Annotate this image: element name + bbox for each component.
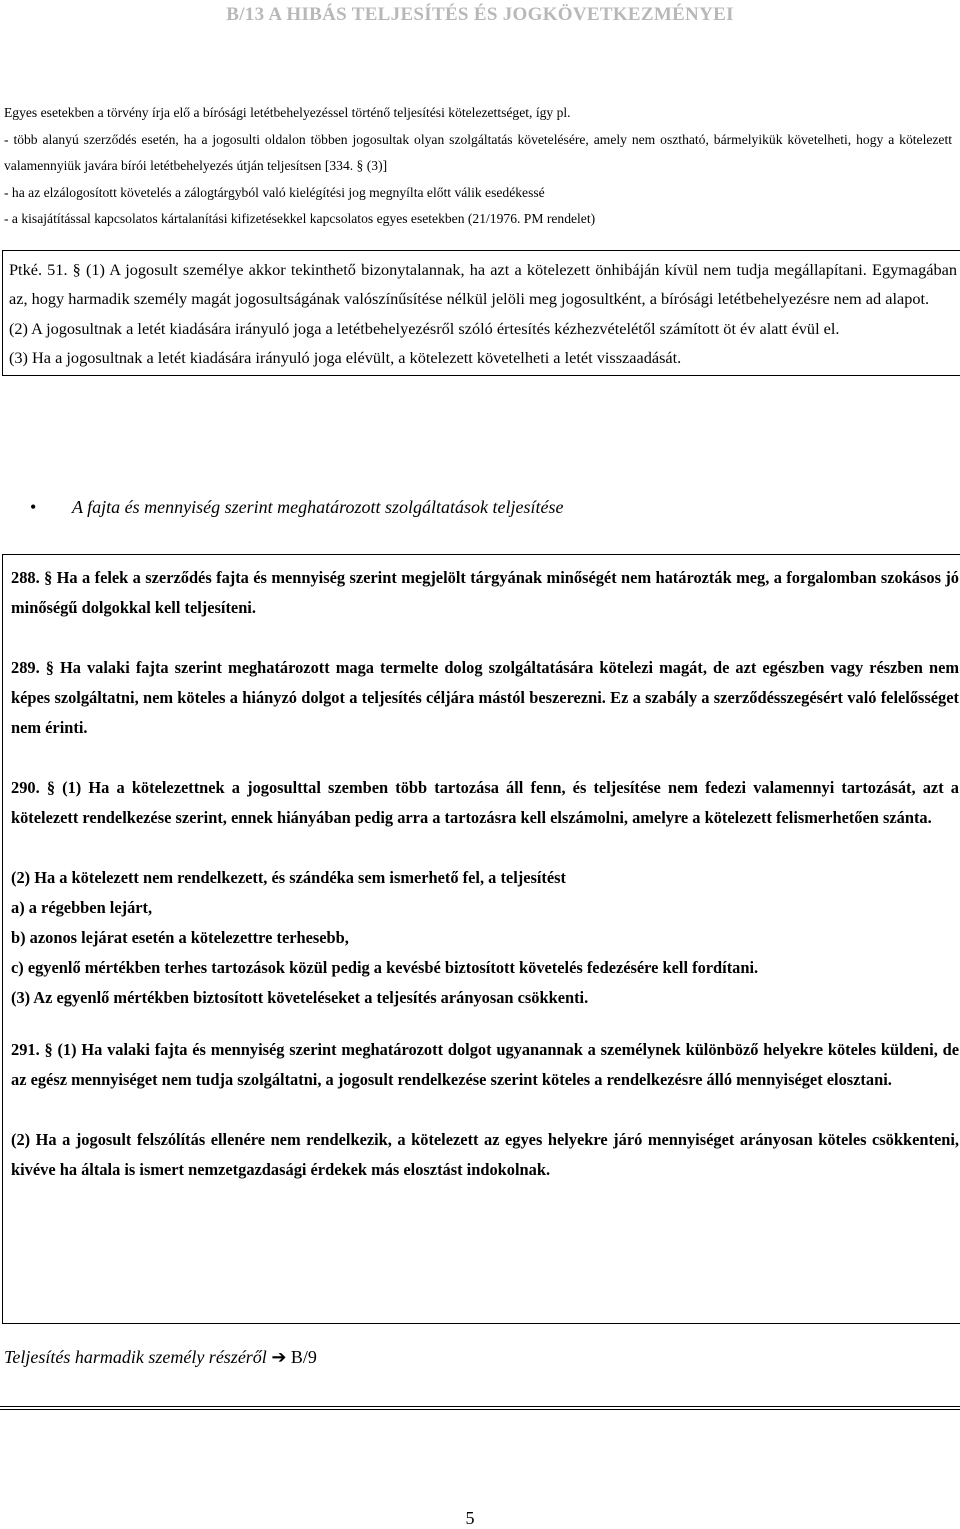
page-header: B/13 A HIBÁS TELJESÍTÉS ÉS JOGKÖVETKEZMÉNYEI xyxy=(226,4,734,25)
divider xyxy=(0,1406,960,1407)
arrow-right-icon: ➔ xyxy=(271,1347,287,1367)
divider xyxy=(0,1409,960,1410)
section-289: 289. § Ha valaki fajta szerint meghatározott maga termelte dolog szolgáltatására kötelezi magát, de azt egészben vagy részben nem képes szolgáltatni, nem köteles a hiányzó dolgot a teljesítés céljára mástól beszerezni. Ez a szabály a szerződésszegésért való felelősséget nem érinti. xyxy=(11,658,959,737)
section-290-2: (2) Ha a kötelezett nem rendelkezett, és szándéka sem ismerhető fel, a teljesítést xyxy=(11,868,566,887)
section-290-2c: c) egyenlő mértékben terhes tartozások közül pedig a kevésbé biztosított követelés fedezésére kell fordítani. xyxy=(11,958,759,977)
section-291-1: 291. § (1) Ha valaki fajta és mennyiség szerint meghatározott dolgot ugyanannak a személynek különböző helyekre köteles küldeni, de az egész mennyiséget nem tudja szolgáltatni, a jogosult rendelkezése szerint köteles a rendelkezésre álló mennyiséget elosztani. xyxy=(11,1040,959,1089)
section-291-2: (2) Ha a jogosult felszólítás ellenére nem rendelkezik, a kötelezett az egyes helyekre járó mennyiséget arányosan köteles csökkenteni, kivéve ha általa is ismert nemzetgazdasági érdekek más elosztást indokolnak. xyxy=(11,1130,959,1179)
section-288: 288. § Ha a felek a szerződés fajta és mennyiség szerint megjelölt tárgyának minőségét nem határozták meg, a forgalomban szokásos jó minőségű dolgokkal kell teljesíteni. xyxy=(11,568,959,617)
section-heading xyxy=(30,497,563,518)
ptke-paragraph-3: (3) Ha a jogosultnak a letét kiadására irányuló joga elévült, a kötelezett követelheti a letét visszaadását. xyxy=(9,347,682,367)
section-290-2b: b) azonos lejárat esetén a kötelezettre terhesebb, xyxy=(11,928,349,947)
section-290-3: (3) Az egyenlő mértékben biztosított követeléseket a teljesítés arányosan csökkenti. xyxy=(11,988,589,1007)
cross-reference xyxy=(4,1347,317,1368)
intro-line: - ha az elzálogosított követelés a zálogtárgyból való kielégítési jog megnyílta előtt válik esedékessé xyxy=(4,184,545,200)
intro-line: - a kisajátítással kapcsolatos kártalanítási kifizetésekkel kapcsolatos egyes esetekben (21/1976. PM rendelet) xyxy=(4,211,596,226)
law-box xyxy=(2,554,960,1324)
section-290-1: 290. § (1) Ha a kötelezettnek a jogosulttal szemben több tartozása áll fenn, és teljesítése nem fedezi valamennyi tartozását, azt a kötelezett rendelkezése szerint, ennek hiányában pedig arra a tartozásra kell elszámolni, amelyre a kötelezett felismerhetően szánta. xyxy=(11,778,959,827)
reference-target: B/9 xyxy=(290,1347,317,1367)
page-number: 5 xyxy=(465,1508,475,1528)
intro-text xyxy=(4,100,952,233)
section-title: A fajta és mennyiség szerint meghatározott szolgáltatások teljesítése xyxy=(72,497,564,517)
bullet-icon: • xyxy=(30,497,37,517)
intro-line: Egyes esetekben a törvény írja elő a bírósági letétbehelyezéssel történő teljesítési kötelezettséget, így pl. xyxy=(4,105,571,120)
ptke-box xyxy=(2,250,960,376)
section-290-2a: a) a régebben lejárt, xyxy=(11,898,153,917)
intro-line: - több alanyú szerződés esetén, ha a jogosulti oldalon többen jogosultak olyan szolgáltatás követelésére, amely nem osztható, bármelyikük követelheti, hogy a kötelezett valamennyiük javára bírói letétbehelyezés útján teljesítsen [334. § (3)] xyxy=(4,131,952,173)
reference-text: Teljesítés harmadik személy részéről xyxy=(4,1347,267,1367)
ptke-paragraph-1: Ptké. 51. § (1) A jogosult személye akkor tekinthető bizonytalannak, ha azt a kötelezett önhibáján kívül nem tudja megállapítani. Egymagában az, hogy harmadik személy magát jogosultságának valószínűsítése nélkül jelöli meg jogosultként, a bírósági letétbehelyezésre nem ad alapot. xyxy=(9,260,957,309)
ptke-paragraph-2: (2) A jogosultnak a letét kiadására irányuló joga a letétbehelyezésről szóló értesítés kézhezvételétől számított öt év alatt évül el. xyxy=(9,318,840,338)
